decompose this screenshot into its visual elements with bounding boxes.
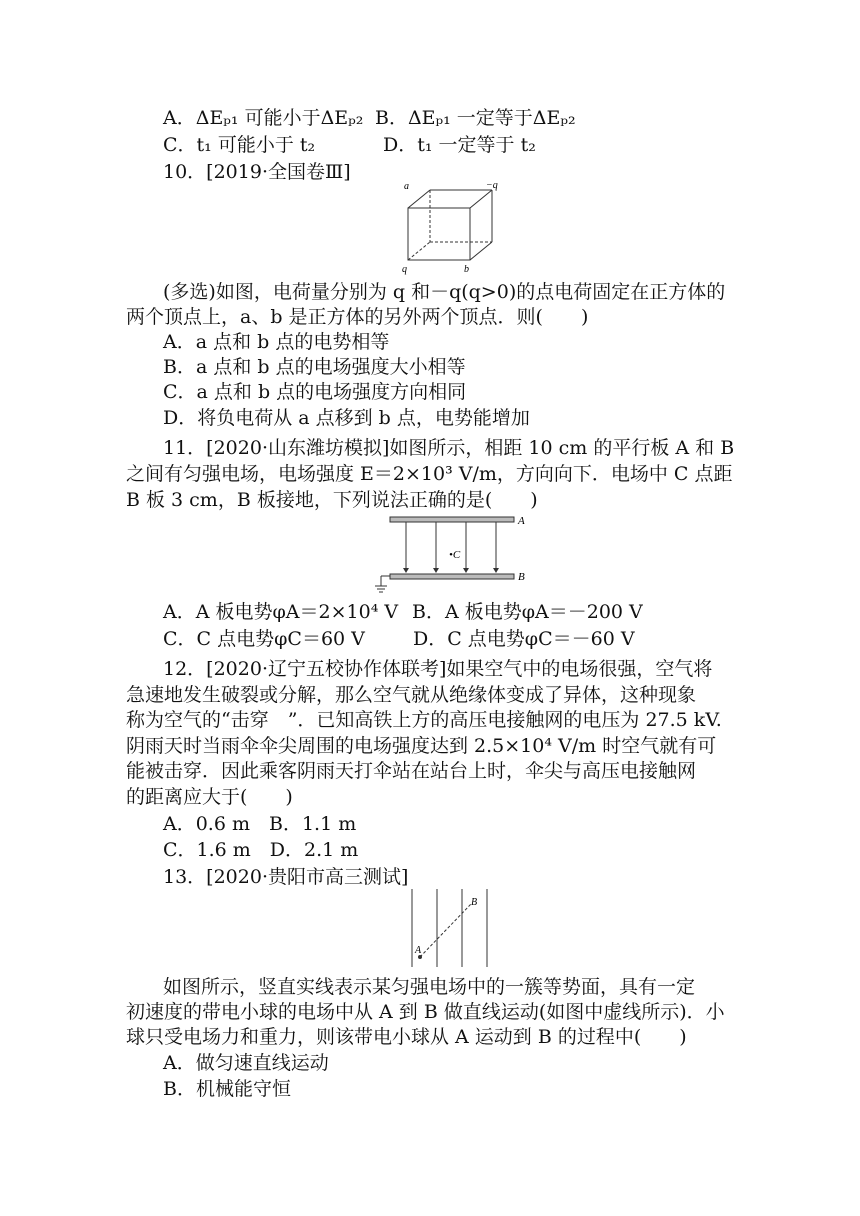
q9-option-a: A．ΔEₚ₁ 可能小于ΔEₚ₂ [163,107,364,129]
q11-stem-line2: 之间有匀强电场，电场强度 E＝2×10³ V/m，方向向下．电场中 C 点距 [126,463,733,485]
q12-stem-line6: 的距离应大于( ) [126,786,293,808]
q11-label-c: •C [449,549,461,561]
q11-stem-line1: 11．[2020·山东潍坊模拟]如图所示，相距 10 cm 的平行板 A 和 B [163,437,735,459]
q10-cube-figure [398,180,508,275]
q11-stem-line3: B 板 3 cm，B 板接地，下列说法正确的是( ) [126,489,538,511]
q10-label-a: a [404,181,409,192]
q13-stem-line3: 球只受电场力和重力，则该带电小球从 A 运动到 B 的过程中( ) [126,1026,687,1048]
q12-stem-line2: 急速地发生破裂或分解，那么空气就从绝缘体变成了异体，这种现象 [126,684,697,706]
q12-options-ab: A．0.6 m B．1.1 m [163,813,357,835]
q10-stem-line1: (多选)如图，电荷量分别为 q 和－q(q>0)的点电荷固定在正方体的 [163,281,726,303]
q10-option-b: B．a 点和 b 点的电场强度大小相等 [163,356,466,378]
q10-header: 10．[2019·全国卷Ⅲ] [163,161,351,183]
q11-option-c: C．C 点电势φC＝60 V [163,628,365,650]
q11-label-a: A [518,515,525,527]
q13-option-b: B．机械能守恒 [163,1078,291,1100]
q11-label-b: B [518,571,525,583]
q12-stem-line1: 12．[2020·辽宁五校协作体联考]如果空气中的电场很强，空气将 [163,658,713,680]
q11-option-b: B．A 板电势φA＝－200 V [412,601,643,623]
q10-label-q: q [402,264,407,275]
q12-stem-line5: 能被击穿．因此乘客阴雨天打伞站在站台上时，伞尖与高压电接触网 [126,760,697,782]
q13-label-b: B [471,897,478,908]
q9-option-d: D．t₁ 一定等于 t₂ [383,134,536,156]
q13-header: 13．[2020·贵阳市高三测试] [163,866,409,888]
q10-option-d: D．将负电荷从 a 点移到 b 点，电势能增加 [163,407,530,429]
q11-option-d: D．C 点电势φC＝－60 V [413,628,635,650]
q13-option-a: A．做匀速直线运动 [163,1052,329,1074]
q13-stem-line1: 如图所示，竖直实线表示某匀强电场中的一簇等势面，具有一定 [163,976,696,998]
q9-option-b: B．ΔEₚ₁ 一定等于ΔEₚ₂ [375,107,576,129]
q10-option-c: C．a 点和 b 点的电场强度方向相同 [163,381,467,403]
q10-label-b: b [464,264,469,275]
q12-options-cd: C．1.6 m D．2.1 m [163,839,359,861]
q12-stem-line4: 阴雨天时当雨伞伞尖周围的电场强度达到 2.5×10⁴ V/m 时空气就有可 [126,735,717,757]
q9-option-c: C．t₁ 可能小于 t₂ [163,134,316,156]
q11-plates-figure [370,510,540,595]
q11-option-a: A．A 板电势φA＝2×10⁴ V [163,601,399,623]
q10-option-a: A．a 点和 b 点的电势相等 [163,331,390,353]
q13-label-a: A [415,945,422,956]
q10-label-neg-q: −q [486,180,498,191]
q10-stem-line2: 两个顶点上，a、b 是正方体的另外两个顶点．则( ) [126,306,589,328]
q13-stem-line2: 初速度的带电小球的电场中从 A 到 B 做直线运动(如图中虚线所示)．小 [126,1001,725,1023]
q12-stem-line3: 称为空气的“击穿 ”．已知高铁上方的高压电接触网的电压为 27.5 kV. [126,709,722,731]
q13-equipotential-figure [405,887,500,969]
